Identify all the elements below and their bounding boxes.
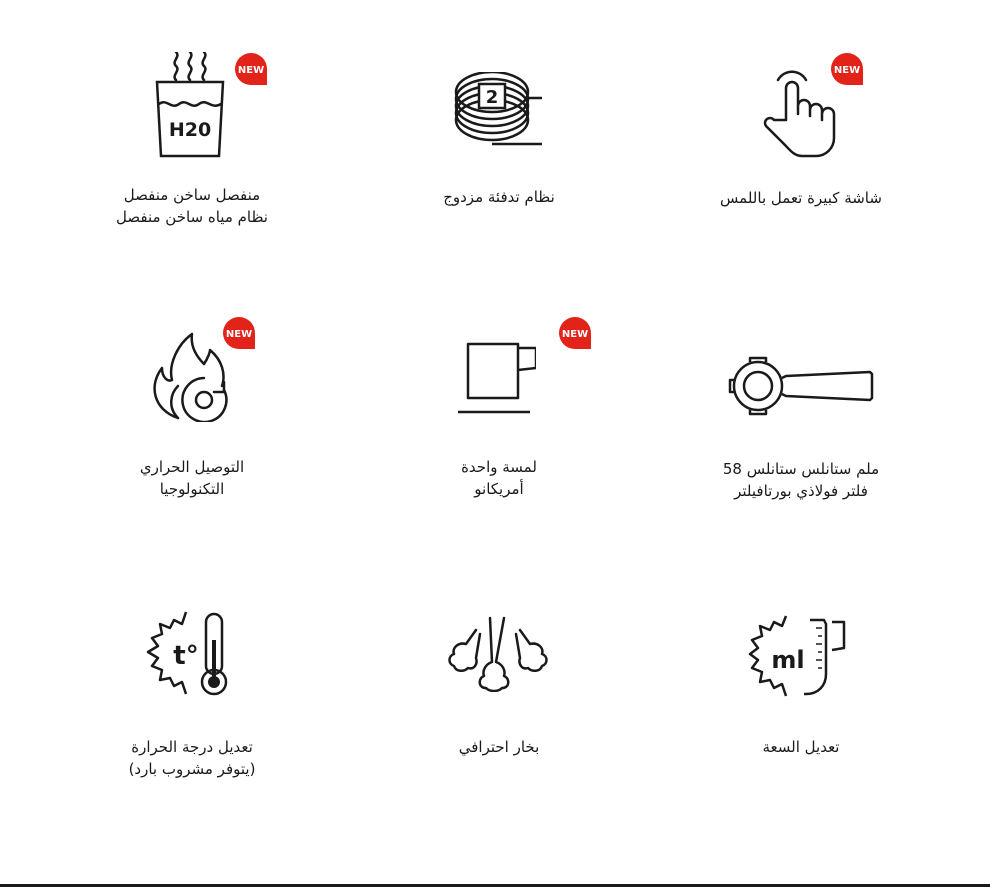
volume-icon-text: ml (771, 646, 805, 674)
portafilter-label-line1: ملم ستانلس ستانلس 58 (722, 460, 880, 478)
portafilter-label-line2: فلتر فولاذي بورتافيلتر (734, 482, 868, 500)
thermal-conduction-label-line2: التكنولوجيا (159, 480, 225, 498)
temperature-label-line2: (يتوفر مشروب بارد) (128, 760, 256, 778)
coffee-cup-icon (456, 340, 536, 420)
hot-water-label-line1: منفصل ساخن منفصل (123, 186, 261, 204)
volume-label (651, 736, 951, 758)
hot-water-cup-icon (150, 52, 230, 162)
touch-screen-label-line1: شاشة كبيرة تعمل باللمس (720, 189, 882, 207)
steam-label (349, 736, 649, 758)
new-badge (830, 52, 864, 86)
new-badge-text: NEW (833, 65, 861, 76)
new-badge-text: NEW (225, 329, 253, 340)
hot-water-label (42, 184, 342, 228)
americano-label (349, 456, 649, 500)
steam-icon (446, 614, 550, 692)
new-badge-text: NEW (561, 329, 589, 340)
volume-label-line1: تعديل السعة (762, 738, 840, 756)
touch-hand-icon (760, 68, 840, 160)
touch-screen-label (651, 187, 951, 209)
temperature-gear-icon (146, 610, 236, 700)
americano-label-line2: أمريكانو (474, 480, 524, 498)
americano-label-line1: لمسة واحدة (461, 458, 537, 476)
volume-gear-icon (748, 614, 848, 700)
new-badge-text: NEW (237, 65, 265, 76)
portafilter-icon (728, 356, 876, 418)
new-badge (234, 52, 268, 86)
thermal-conduction-label (42, 456, 342, 500)
temperature-label (42, 736, 342, 780)
dual-heating-label (349, 186, 649, 208)
dual-heating-icon-text: 2 (485, 87, 499, 108)
new-badge (222, 316, 256, 350)
temperature-label-line1: تعديل درجة الحرارة (131, 738, 253, 756)
thermal-conduction-label-line1: التوصيل الحراري (139, 458, 245, 476)
dual-heating-label-line1: نظام تدفئة مزدوج (443, 188, 555, 206)
dual-heating-coil-icon (448, 72, 548, 152)
hot-water-label-line2: نظام مياه ساخن منفصل (116, 208, 268, 226)
hot-water-icon-text: H20 (168, 119, 212, 141)
new-badge (558, 316, 592, 350)
steam-label-line1: بخار احترافي (458, 738, 540, 756)
portafilter-label (651, 458, 951, 502)
temperature-icon-text: t° (173, 641, 199, 671)
